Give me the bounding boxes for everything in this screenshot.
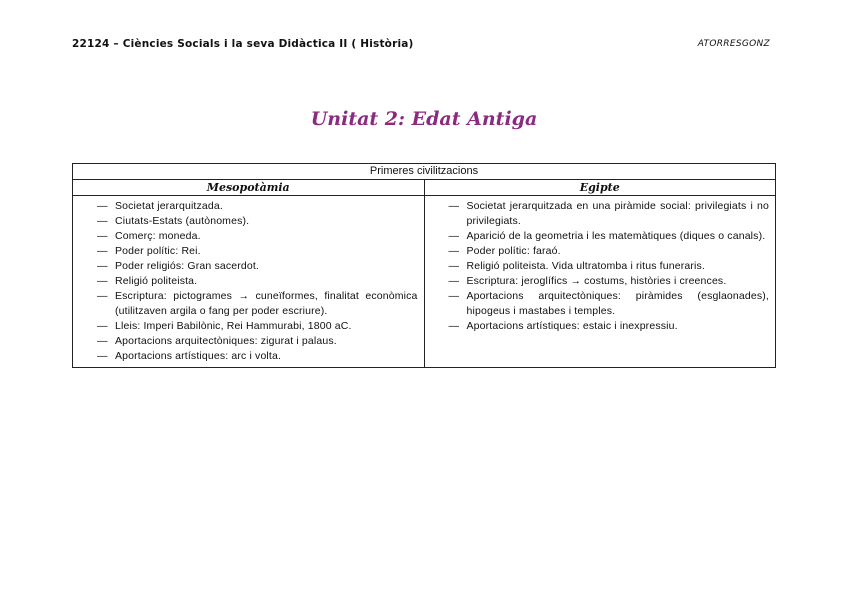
- dash-bullet-icon: —: [97, 320, 108, 332]
- list-item: [449, 289, 770, 319]
- dash-bullet-icon: —: [97, 215, 108, 227]
- column-body-mesopotamia: [73, 196, 425, 368]
- list-item-text: Aportacions arquitectòniques: piràmides (esglaonades), hipogeus i mastabes i temples.: [466, 290, 769, 317]
- list-item: [97, 274, 418, 289]
- list-item: [97, 259, 418, 274]
- list-item-text: Societat jerarquitzada en una piràmide social: privilegiats i no privilegiats.: [466, 200, 769, 227]
- dash-bullet-icon: —: [97, 290, 108, 302]
- dash-bullet-icon: —: [448, 245, 460, 257]
- dash-bullet-icon: —: [97, 245, 108, 257]
- list-item-text: Aparició de la geometria i les matemàtiques (diques o canals).: [466, 230, 766, 242]
- list-item: [97, 199, 418, 214]
- list-item-text: Ciutats-Estats (autònomes).: [115, 215, 250, 227]
- column-body-egipte: [424, 196, 776, 368]
- list-item: [97, 289, 418, 319]
- table-header-row: [73, 180, 776, 196]
- mesopotamia-list: [97, 199, 418, 364]
- list-item: [449, 319, 770, 334]
- dash-bullet-icon: —: [448, 290, 460, 302]
- list-item: [449, 229, 770, 244]
- list-item: [97, 244, 418, 259]
- list-item: [97, 349, 418, 364]
- dash-bullet-icon: —: [97, 200, 108, 212]
- list-item: [449, 259, 770, 274]
- list-item-text: Comerç: moneda.: [115, 230, 201, 242]
- author-header: ATORRESGONZ: [697, 39, 770, 49]
- dash-bullet-icon: —: [97, 350, 108, 362]
- list-item: [449, 244, 770, 259]
- egipte-list: [449, 199, 770, 334]
- table-caption: Primeres civilitzacions: [73, 164, 776, 180]
- column-heading-mesopotamia: Mesopotàmia: [73, 180, 425, 196]
- list-item-text: Religió politeista. Vida ultratomba i ritus funeraris.: [466, 260, 705, 272]
- list-item-text: Religió politeista.: [115, 275, 198, 287]
- list-item-text: Escriptura: jeroglífics → costums, històries i creences.: [466, 275, 727, 287]
- table-body-row: [73, 196, 776, 368]
- list-item: [449, 274, 770, 289]
- list-item: [97, 229, 418, 244]
- table-caption-row: [73, 164, 776, 180]
- list-item-text: Lleis: Imperi Babilònic, Rei Hammurabi, 1800 aC.: [115, 320, 352, 332]
- civilizations-table: [72, 163, 776, 368]
- list-item: [449, 199, 770, 229]
- dash-bullet-icon: —: [97, 230, 108, 242]
- dash-bullet-icon: —: [97, 275, 108, 287]
- list-item-text: Societat jerarquitzada.: [115, 200, 223, 212]
- list-item-text: Aportacions arquitectòniques: zigurat i palaus.: [115, 335, 337, 347]
- column-heading-egipte: Egipte: [424, 180, 776, 196]
- dash-bullet-icon: —: [448, 200, 460, 212]
- dash-bullet-icon: —: [448, 320, 460, 332]
- list-item-text: Aportacions artístiques: estaic i inexpressiu.: [466, 320, 678, 332]
- dash-bullet-icon: —: [448, 275, 460, 287]
- list-item-text: Poder polític: Rei.: [115, 245, 201, 257]
- list-item-text: Escriptura: pictogrames → cuneïformes, finalitat econòmica (utilitzaven argila o fang per poder escriure).: [115, 290, 418, 317]
- list-item: [97, 214, 418, 229]
- dash-bullet-icon: —: [448, 230, 460, 242]
- course-header: 22124 – Ciències Socials i la seva Didàctica II ( Història): [72, 38, 414, 50]
- list-item-text: Poder polític: faraó.: [466, 245, 561, 257]
- list-item-text: Poder religiós: Gran sacerdot.: [115, 260, 259, 272]
- page-title: Unitat 2: Edat Antiga: [310, 108, 538, 130]
- dash-bullet-icon: —: [97, 335, 108, 347]
- list-item: [97, 334, 418, 349]
- list-item: [97, 319, 418, 334]
- list-item-text: Aportacions artístiques: arc i volta.: [115, 350, 282, 362]
- dash-bullet-icon: —: [97, 260, 108, 272]
- dash-bullet-icon: —: [448, 260, 460, 272]
